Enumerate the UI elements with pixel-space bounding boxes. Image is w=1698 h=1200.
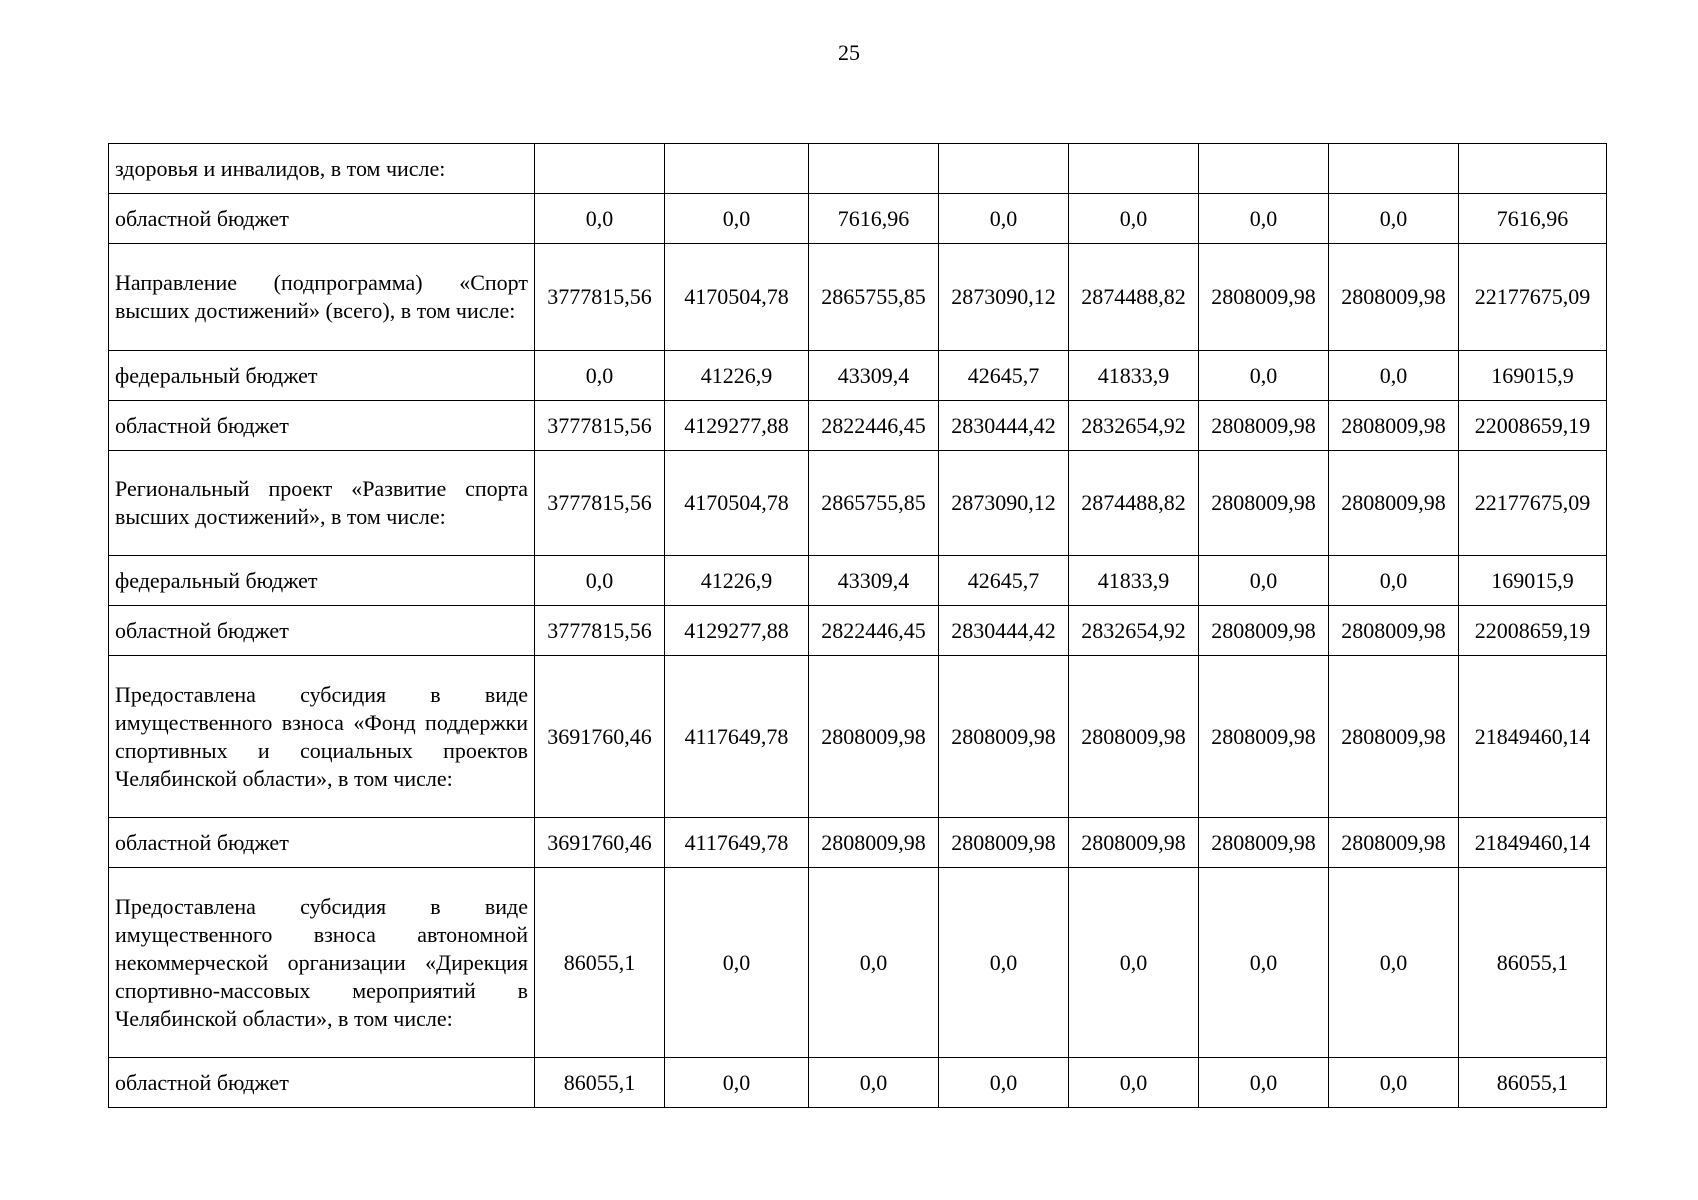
table-cell: 3777815,56 — [535, 244, 665, 351]
table-cell: 3777815,56 — [535, 401, 665, 451]
table-cell: 2808009,98 — [1199, 244, 1329, 351]
table-cell: 86055,1 — [1459, 1058, 1607, 1108]
table-cell: 0,0 — [1199, 351, 1329, 401]
table-cell: 43309,4 — [809, 351, 939, 401]
table-cell — [1199, 144, 1329, 194]
table-cell: 0,0 — [1069, 868, 1199, 1058]
table-row — [109, 351, 1607, 401]
table-cell: 86055,1 — [535, 868, 665, 1058]
table-row — [109, 244, 1607, 351]
row-label: областной бюджет — [109, 818, 535, 868]
table-cell: 86055,1 — [1459, 868, 1607, 1058]
table-cell: 2874488,82 — [1069, 451, 1199, 556]
table-cell: 2808009,98 — [1069, 818, 1199, 868]
table-cell: 2822446,45 — [809, 401, 939, 451]
table-row — [109, 1058, 1607, 1108]
table-row — [109, 194, 1607, 244]
table-cell: 0,0 — [1069, 1058, 1199, 1108]
table-cell: 0,0 — [809, 1058, 939, 1108]
table-cell: 2865755,85 — [809, 244, 939, 351]
table-cell: 2832654,92 — [1069, 606, 1199, 656]
row-label: областной бюджет — [109, 401, 535, 451]
table-cell: 0,0 — [1329, 556, 1459, 606]
table-cell: 2808009,98 — [1199, 401, 1329, 451]
row-label: федеральный бюджет — [109, 556, 535, 606]
table-cell: 4170504,78 — [665, 244, 809, 351]
budget-table — [108, 143, 1607, 1108]
table-cell: 0,0 — [1199, 556, 1329, 606]
table-cell — [939, 144, 1069, 194]
table-cell: 0,0 — [939, 1058, 1069, 1108]
page-number: 25 — [838, 40, 860, 65]
row-label: Региональный проект «Развитие спорта высших достижений», в том числе: — [109, 451, 535, 556]
table-cell — [1459, 144, 1607, 194]
table-cell: 0,0 — [535, 351, 665, 401]
table-cell: 4170504,78 — [665, 451, 809, 556]
table-cell: 169015,9 — [1459, 556, 1607, 606]
row-label: Предоставлена субсидия в виде имущественного взноса «Фонд поддержки спортивных и социальных проектов Челябинской области», в том числе: — [109, 656, 535, 818]
table-cell: 2808009,98 — [939, 818, 1069, 868]
table-cell: 2873090,12 — [939, 244, 1069, 351]
table-cell: 2808009,98 — [1199, 656, 1329, 818]
table-cell: 2808009,98 — [1329, 451, 1459, 556]
table-cell: 0,0 — [1069, 194, 1199, 244]
table-cell — [809, 144, 939, 194]
table-cell: 0,0 — [809, 868, 939, 1058]
table-cell: 0,0 — [665, 1058, 809, 1108]
table-cell: 0,0 — [1329, 351, 1459, 401]
table-cell: 0,0 — [1199, 1058, 1329, 1108]
row-label: федеральный бюджет — [109, 351, 535, 401]
table-row — [109, 656, 1607, 818]
table-cell: 0,0 — [1329, 868, 1459, 1058]
table-cell: 2808009,98 — [1329, 606, 1459, 656]
table-cell: 0,0 — [939, 868, 1069, 1058]
table-cell: 3691760,46 — [535, 818, 665, 868]
table-row — [109, 818, 1607, 868]
table-cell: 2808009,98 — [1199, 606, 1329, 656]
table-cell: 2808009,98 — [809, 818, 939, 868]
table-cell: 4117649,78 — [665, 818, 809, 868]
table-cell: 43309,4 — [809, 556, 939, 606]
table-cell — [535, 144, 665, 194]
table-cell: 22008659,19 — [1459, 606, 1607, 656]
table-cell: 0,0 — [1329, 1058, 1459, 1108]
table-cell: 0,0 — [665, 194, 809, 244]
row-label: областной бюджет — [109, 1058, 535, 1108]
table-cell — [1329, 144, 1459, 194]
row-label: Предоставлена субсидия в виде имущественного взноса автономной некоммерческой организации «Дирекция спортивно-массовых мероприятий в Челябинской области», в том числе: — [109, 868, 535, 1058]
row-label: областной бюджет — [109, 194, 535, 244]
table-cell: 2808009,98 — [1329, 244, 1459, 351]
table-cell: 0,0 — [535, 194, 665, 244]
table-cell: 0,0 — [1199, 868, 1329, 1058]
table-cell: 7616,96 — [1459, 194, 1607, 244]
table-cell: 0,0 — [1199, 194, 1329, 244]
table-row — [109, 401, 1607, 451]
table-cell: 22008659,19 — [1459, 401, 1607, 451]
table-cell: 22177675,09 — [1459, 244, 1607, 351]
table-cell — [665, 144, 809, 194]
row-label: областной бюджет — [109, 606, 535, 656]
table-cell: 3691760,46 — [535, 656, 665, 818]
table-cell: 4129277,88 — [665, 606, 809, 656]
table-cell: 2808009,98 — [1069, 656, 1199, 818]
table-cell: 2830444,42 — [939, 401, 1069, 451]
table-cell: 0,0 — [1329, 194, 1459, 244]
table-cell: 4117649,78 — [665, 656, 809, 818]
table-cell: 2808009,98 — [939, 656, 1069, 818]
table-cell: 41833,9 — [1069, 351, 1199, 401]
table-row — [109, 868, 1607, 1058]
table-cell: 2832654,92 — [1069, 401, 1199, 451]
table-cell: 3777815,56 — [535, 606, 665, 656]
table-cell: 0,0 — [939, 194, 1069, 244]
table-cell: 2808009,98 — [1329, 401, 1459, 451]
table-cell: 2808009,98 — [809, 656, 939, 818]
table-cell — [1069, 144, 1199, 194]
table-cell: 2873090,12 — [939, 451, 1069, 556]
table-cell: 2808009,98 — [1329, 656, 1459, 818]
table-cell: 2808009,98 — [1199, 451, 1329, 556]
table-cell: 7616,96 — [809, 194, 939, 244]
table-cell: 42645,7 — [939, 556, 1069, 606]
table-cell: 2822446,45 — [809, 606, 939, 656]
table-cell: 41226,9 — [665, 556, 809, 606]
table-cell: 86055,1 — [535, 1058, 665, 1108]
table-row — [109, 606, 1607, 656]
table-cell: 0,0 — [535, 556, 665, 606]
table-cell: 42645,7 — [939, 351, 1069, 401]
table-cell: 2808009,98 — [1199, 818, 1329, 868]
table-row — [109, 451, 1607, 556]
table-cell: 2865755,85 — [809, 451, 939, 556]
table-cell: 21849460,14 — [1459, 656, 1607, 818]
table-cell: 169015,9 — [1459, 351, 1607, 401]
table-cell: 22177675,09 — [1459, 451, 1607, 556]
table-cell: 41833,9 — [1069, 556, 1199, 606]
table-cell: 2808009,98 — [1329, 818, 1459, 868]
table-cell: 2874488,82 — [1069, 244, 1199, 351]
table-cell: 2830444,42 — [939, 606, 1069, 656]
table-cell: 21849460,14 — [1459, 818, 1607, 868]
table-cell: 41226,9 — [665, 351, 809, 401]
table-cell: 4129277,88 — [665, 401, 809, 451]
table-row — [109, 144, 1607, 194]
row-label: здоровья и инвалидов, в том числе: — [109, 144, 535, 194]
row-label: Направление (подпрограмма) «Спорт высших достижений» (всего), в том числе: — [109, 244, 535, 351]
table-cell: 3777815,56 — [535, 451, 665, 556]
table-row — [109, 556, 1607, 606]
table-cell: 0,0 — [665, 868, 809, 1058]
